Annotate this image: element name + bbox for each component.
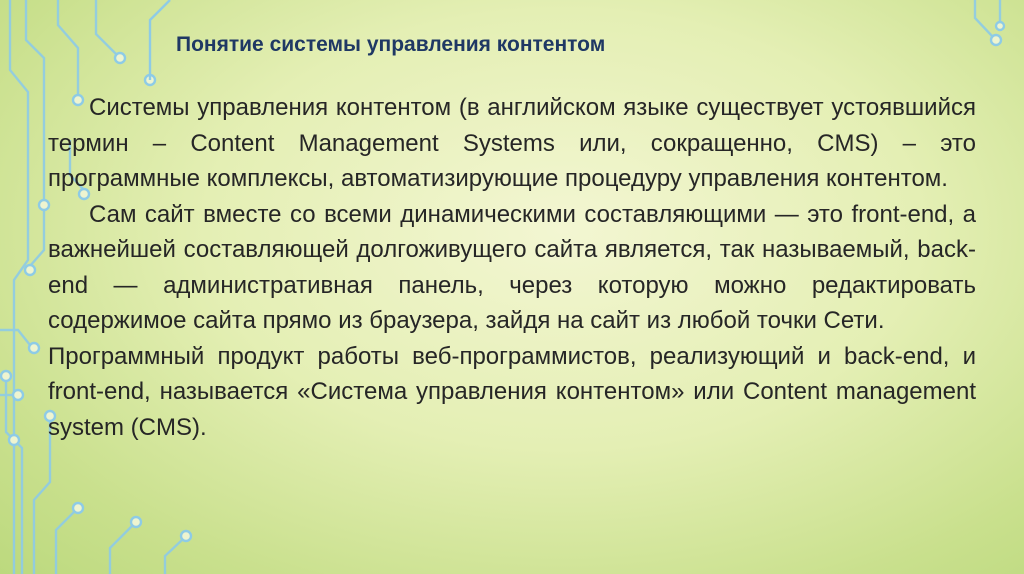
paragraph-cms-definition: Системы управления контентом (в английском языке существует устоявшийся термин – Content Management Systems или, сокращенно, CMS) – это программные комплексы, автоматизирующие процедуру управления контентом. [48,94,976,192]
paragraph-front-back-end: Сам сайт вместе со всеми динамическими составляющими — это front-end, а важнейшей составляющей долгоживущего сайта является, так называемый, back-end — административная панель, через которую можно редактировать содержимое сайта прямо из браузера, зайдя на сайт из любой точки Сети. [48,200,976,334]
slide-body [48,90,976,445]
slide-title: Понятие системы управления контентом [176,33,606,56]
paragraph-cms-product: Программный продукт работы веб-программистов, реализующий и back-end, и front-end, называется «Система управления контентом» или Content management system (CMS). [48,342,976,441]
